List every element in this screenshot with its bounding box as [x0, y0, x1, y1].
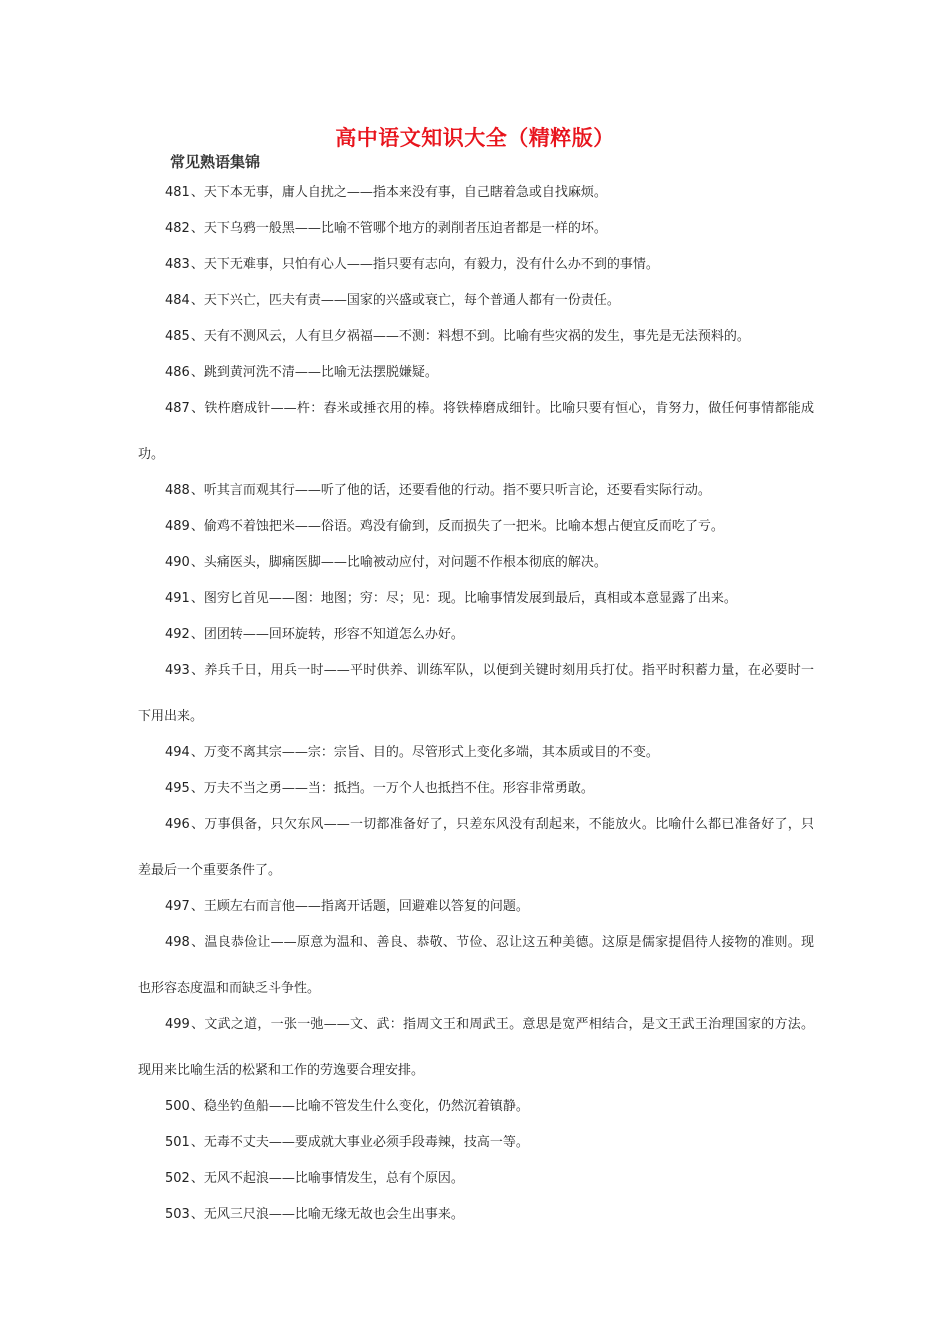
entry-text: 、无风不起浪——比喻事情发生，总有个原因。 — [190, 1171, 464, 1186]
entry-number: 490 — [165, 555, 190, 570]
list-item — [138, 776, 814, 801]
entry-number: 489 — [165, 519, 190, 534]
section-heading: 常见熟语集锦 — [170, 153, 261, 171]
list-item — [138, 386, 814, 478]
entry-number: 500 — [165, 1099, 190, 1114]
list-item — [138, 252, 814, 277]
entry-number: 485 — [165, 329, 190, 344]
entry-text: 、万事俱备，只欠东风——一切都准备好了，只差东风没有刮起来，不能放火。比喻什么都已准备好了，只差最后一个重要条件了。 — [138, 817, 814, 878]
entry-text: 、养兵千日，用兵一时——平时供养、训练军队，以便到关键时刻用兵打仗。指平时积蓄力量，在必要时一下用出来。 — [138, 663, 814, 724]
entry-number: 486 — [165, 365, 190, 380]
entry-text: 、无风三尺浪——比喻无缘无故也会生出事来。 — [190, 1207, 464, 1222]
list-item — [138, 1202, 814, 1227]
entry-number: 488 — [165, 483, 190, 498]
entry-number: 496 — [165, 817, 190, 832]
entry-text: 、铁杵磨成针——杵：舂米或捶衣用的棒。将铁棒磨成细针。比喻只要有恒心，肯努力，做任何事情都能成功。 — [138, 401, 814, 462]
entry-number: 493 — [165, 663, 190, 678]
list-item — [138, 550, 814, 575]
entry-text: 、温良恭俭让——原意为温和、善良、恭敬、节俭、忍让这五种美德。这原是儒家提倡待人接物的准则。现也形容态度温和而缺乏斗争性。 — [138, 935, 814, 996]
list-item — [138, 1094, 814, 1119]
entry-number: 487 — [165, 401, 190, 416]
entry-text: 、万变不离其宗——宗：宗旨、目的。尽管形式上变化多端，其本质或目的不变。 — [190, 745, 659, 760]
entry-text: 、万夫不当之勇——当：抵挡。一万个人也抵挡不住。形容非常勇敢。 — [190, 781, 594, 796]
entry-text: 、跳到黄河洗不清——比喻无法摆脱嫌疑。 — [190, 365, 438, 380]
entry-text: 、听其言而观其行——听了他的话，还要看他的行动。指不要只听言论，还要看实际行动。 — [190, 483, 711, 498]
entry-text: 、天下无难事，只怕有心人——指只要有志向，有毅力，没有什么办不到的事情。 — [190, 257, 659, 272]
entry-text: 、天下本无事，庸人自扰之——指本来没有事，自己瞎着急或自找麻烦。 — [190, 185, 607, 200]
entry-text: 、王顾左右而言他——指离开话题，回避难以答复的问题。 — [190, 899, 529, 914]
entry-number: 503 — [165, 1207, 190, 1222]
list-item — [138, 324, 814, 349]
entry-number: 491 — [165, 591, 190, 606]
entry-number: 501 — [165, 1135, 190, 1150]
entry-text: 、团团转——回环旋转，形容不知道怎么办好。 — [190, 627, 464, 642]
entry-number: 481 — [165, 185, 190, 200]
entry-text: 、偷鸡不着蚀把米——俗语。鸡没有偷到，反而损失了一把米。比喻本想占便宜反而吃了亏。 — [190, 519, 724, 534]
list-item — [138, 180, 814, 205]
entry-number: 499 — [165, 1017, 190, 1032]
list-item — [138, 740, 814, 765]
list-item — [138, 1130, 814, 1155]
entry-text: 、天下乌鸦一般黑——比喻不管哪个地方的剥削者压迫者都是一样的坏。 — [190, 221, 607, 236]
entry-number: 483 — [165, 257, 190, 272]
entry-number: 497 — [165, 899, 190, 914]
entry-number: 482 — [165, 221, 190, 236]
list-item — [138, 1166, 814, 1191]
entry-number: 492 — [165, 627, 190, 642]
list-item — [138, 802, 814, 894]
list-item — [138, 478, 814, 503]
entry-text: 、文武之道，一张一弛——文、武：指周文王和周武王。意思是宽严相结合，是文王武王治理国家的方法。现用来比喻生活的松紧和工作的劳逸要合理安排。 — [138, 1017, 814, 1078]
list-item — [138, 586, 814, 611]
entry-text: 、稳坐钓鱼船——比喻不管发生什么变化，仍然沉着镇静。 — [190, 1099, 529, 1114]
entry-text: 、天下兴亡，匹夫有责——国家的兴盛或衰亡，每个普通人都有一份责任。 — [190, 293, 620, 308]
list-item — [138, 920, 814, 1012]
entry-number: 498 — [165, 935, 190, 950]
list-item — [138, 894, 814, 919]
entry-text: 、头痛医头，脚痛医脚——比喻被动应付，对问题不作根本彻底的解决。 — [190, 555, 607, 570]
list-item — [138, 216, 814, 241]
idiom-list — [138, 180, 814, 1238]
document-title: 高中语文知识大全（精粹版） — [335, 125, 615, 150]
entry-text: 、图穷匕首见——图：地图；穷：尽；见：现。比喻事情发展到最后，真相或本意显露了出来。 — [190, 591, 737, 606]
list-item — [138, 514, 814, 539]
entry-number: 484 — [165, 293, 190, 308]
entry-text: 、天有不测风云，人有旦夕祸福——不测：料想不到。比喻有些灾祸的发生，事先是无法预料的。 — [190, 329, 750, 344]
list-item — [138, 360, 814, 385]
list-item — [138, 288, 814, 313]
entry-text: 、无毒不丈夫——要成就大事业必须手段毒辣，技高一等。 — [190, 1135, 529, 1150]
entry-number: 494 — [165, 745, 190, 760]
list-item — [138, 622, 814, 647]
entry-number: 495 — [165, 781, 190, 796]
list-item — [138, 1002, 814, 1094]
entry-number: 502 — [165, 1171, 190, 1186]
list-item — [138, 648, 814, 740]
